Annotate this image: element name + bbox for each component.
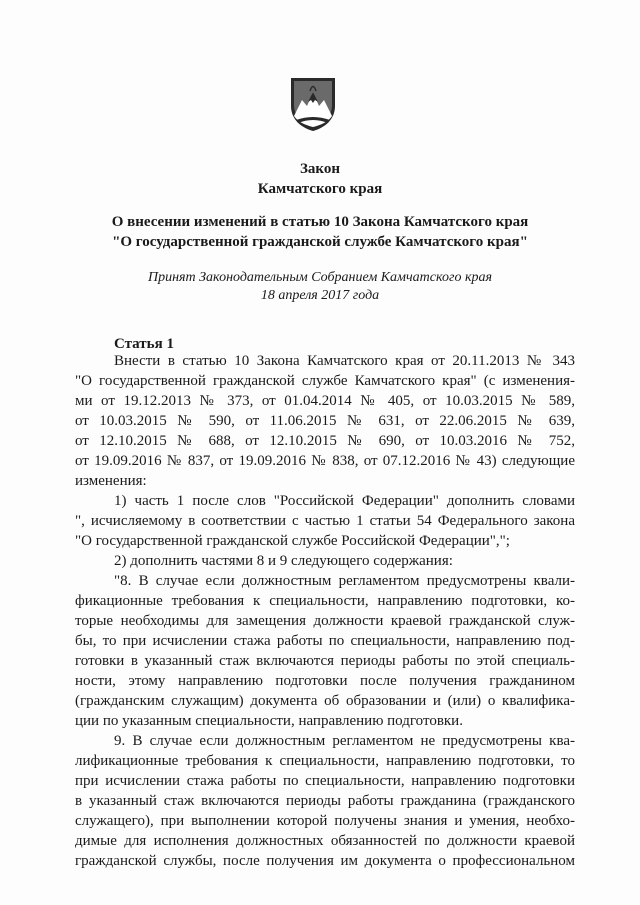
kamchatka-coat-of-arms-icon (288, 76, 338, 132)
body-line: "О государственной гражданской службе Камчатского края" (с изменения- (75, 373, 575, 389)
body-line: лификационные требования к специальности, направлению подготовки, то (75, 753, 575, 769)
body-line: 2) дополнить частями 8 и 9 следующего содержания: (114, 553, 453, 569)
body-line: торые необходимы для замещения должности краевой гражданской служ- (75, 613, 575, 629)
body-line: 9. В случае если должностным регламентом не предусмотрены ква- (114, 733, 575, 749)
body-line: от 12.10.2015 № 688, от 12.10.2015 № 690, от 10.03.2016 № 752, (75, 433, 575, 449)
body-line: 1) часть 1 после слов "Российской Федерации" дополнить словами (114, 493, 575, 509)
adopted-by: Принят Законодательным Собранием Камчатского края (147, 270, 493, 285)
body-line: димые для исполнения должностных обязанностей по должности краевой (75, 833, 575, 849)
body-line: Внести в статью 10 Закона Камчатского края от 20.11.2013 № 343 (114, 353, 575, 369)
body-line: гражданской службы, после получения им документа о профессиональном (75, 853, 575, 869)
body-line: "8. В случае если должностным регламентом предусмотрены квали- (114, 573, 575, 589)
body-line: ми от 19.12.2013 № 373, от 01.04.2014 № 405, от 10.03.2015 № 589, (75, 393, 575, 409)
adopted-date: 18 апреля 2017 года (260, 288, 380, 303)
body-line: от 10.03.2015 № 590, от 11.06.2015 № 631, от 22.06.2015 № 639, (75, 413, 575, 429)
body-line: "О государственной гражданской службе Российской Федерации","; (75, 533, 510, 549)
body-line: бы, то при исчислении стажа работы по специальности, направлению под- (75, 633, 575, 649)
body-line: ", исчисляемому в соответствии с частью 1 статьи 54 Федерального закона (75, 513, 575, 529)
body-line: ции по указанным специальности, направлению подготовки. (75, 713, 463, 729)
body-line: от 19.09.2016 № 837, от 19.09.2016 № 838, от 07.12.2016 № 43) следующие (75, 453, 575, 469)
law-title: Закон (299, 161, 340, 177)
body-line: ности, этому направлению подготовки после получения гражданином (75, 673, 575, 689)
article-heading: Статья 1 (114, 336, 174, 352)
body-line: фикационные требования к специальности, направлению подготовки, ко- (75, 593, 575, 609)
law-subject-line-2: "О государственной гражданской службе Камчатского края" (112, 234, 528, 250)
body-line: служащего), при выполнении которой получены знания и умения, необхо- (75, 813, 575, 829)
body-line: изменения: (75, 473, 147, 489)
body-line: при исчислении стажа работы по специальности, направлению подготовки (75, 773, 575, 789)
law-subject-line-1: О внесении изменений в статью 10 Закона Камчатского края (111, 214, 529, 230)
body-line: готовки в указанный стаж включаются периоды работы по этой специаль- (75, 653, 575, 669)
body-line: (гражданским служащим) документа об образовании и (или) о квалифика- (75, 693, 575, 709)
law-region: Камчатского края (257, 181, 383, 197)
body-line: в указанный стаж включаются периоды работы гражданина (гражданского (75, 793, 575, 809)
